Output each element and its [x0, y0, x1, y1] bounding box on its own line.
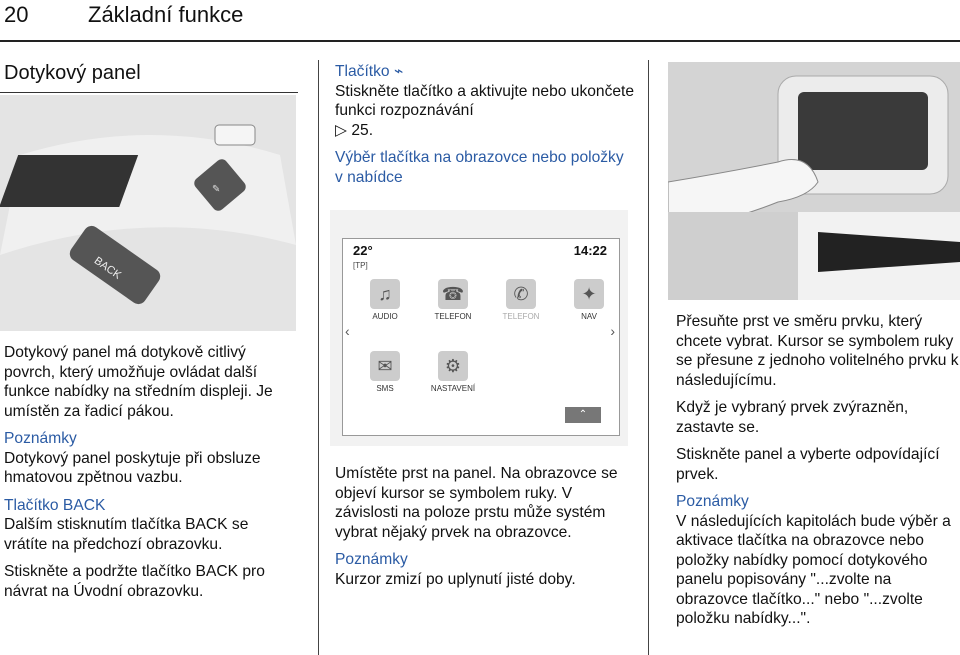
- tp-indicator: [TP]: [353, 261, 368, 270]
- note-text: V následujících kapitolách bude výběr a aktivace tlačítka na obrazovce nebo položky nabídky pomocí dotykového panelu popisovány "...zvolte na obrazovce tlačítko..." nebo "...zvolte položku nabídky...".: [676, 512, 951, 627]
- phone-icon: ☎: [438, 279, 468, 309]
- sms-icon: ✉: [370, 351, 400, 381]
- back-text: Dalším stisknutím tlačítka BACK se vrátíte na předchozí obrazovku.: [4, 516, 249, 553]
- app-nastaveni[interactable]: ⚙ NASTAVENÍ: [427, 351, 479, 393]
- back-hold-text: Stiskněte a podržte tlačítko BACK pro návrat na Úvodní obrazovku.: [4, 563, 265, 600]
- voice-ref: [335, 121, 635, 141]
- page-header-title: Základní funkce: [88, 2, 244, 27]
- compass-icon: ✦: [574, 279, 604, 309]
- music-icon: ♫: [370, 279, 400, 309]
- clock: 14:22: [573, 243, 607, 258]
- display-screenshot: [330, 210, 628, 446]
- app-sms[interactable]: ✉ SMS: [359, 351, 411, 393]
- touchpad-illustration: [0, 95, 296, 331]
- voice-heading-text: Tlačítko: [335, 63, 390, 80]
- svg-text:✎: ✎: [212, 184, 221, 195]
- handset-icon: ✆: [506, 279, 536, 309]
- note-text: Kurzor zmizí po uplynutí jisté doby.: [335, 570, 576, 588]
- press-text: Stiskněte panel a vyberte odpovídající prvek.: [676, 446, 940, 483]
- select-heading: Výběr tlačítka na obrazovce nebo položky v nabídce: [335, 149, 624, 186]
- app-audio[interactable]: ♫ AUDIO: [359, 279, 411, 321]
- back-heading: Tlačítko BACK: [4, 496, 106, 514]
- note-heading: Poznámky: [676, 493, 749, 510]
- note-text: Dotykový panel poskytuje při obsluze hmatovou zpětnou vazbu.: [4, 449, 261, 486]
- finger-photo: [668, 62, 960, 300]
- column-divider: [648, 60, 649, 655]
- gear-icon: ⚙: [438, 351, 468, 381]
- app-telefon[interactable]: ☎ TELEFON: [427, 279, 479, 321]
- column-2-top: [335, 62, 635, 187]
- section-title: Dotykový panel: [4, 62, 141, 84]
- back-button[interactable]: ⌃: [565, 407, 601, 423]
- finger-illustration: [668, 62, 960, 300]
- temperature: 22°: [353, 243, 373, 258]
- app-telefon-disabled[interactable]: ✆ TELEFON: [495, 279, 547, 321]
- touchpad-photo: [0, 95, 296, 331]
- back-label: BACK: [91, 254, 124, 282]
- move-finger-text: Přesuňte prst ve směru prvku, který chcete vybrat. Kursor se symbolem ruky se přesune z jednoho volitelného prvku k následujícímu.: [676, 313, 959, 389]
- voice-text-body: Stiskněte tlačítko a aktivujte nebo ukončete funkci rozpoznávání: [335, 82, 635, 119]
- column-2-bottom: [335, 464, 635, 589]
- page-number: 20: [4, 2, 29, 27]
- column-3: [676, 312, 960, 629]
- column-divider: [318, 60, 319, 655]
- voice-ref-page: 25.: [351, 121, 374, 139]
- chevron-left-icon[interactable]: ‹: [345, 323, 350, 339]
- place-finger-text: Umístěte prst na panel. Na obrazovce se objeví kursor se symbolem ruky. V závislosti na poloze prstu může systém vybrat nějaký prvek na obrazovce.: [335, 465, 618, 541]
- chevron-right-icon[interactable]: ›: [610, 323, 615, 339]
- voice-icon: ⌁: [393, 63, 404, 80]
- home-screen: [342, 238, 620, 436]
- note-heading: Poznámky: [335, 551, 408, 568]
- note-heading: Poznámky: [4, 430, 77, 447]
- header-rule: [0, 40, 960, 42]
- column-1: [4, 343, 296, 601]
- intro-paragraph: Dotykový panel má dotykově citlivý povrch, který umožňuje ovládat další funkce nabídky na středním displeji. Je umístěn za řadicí pákou.: [4, 344, 273, 420]
- voice-text: [335, 82, 635, 121]
- arrow-ref-icon: ▷: [335, 121, 347, 139]
- highlight-text: Když je vybraný prvek zvýrazněn, zastavte se.: [676, 399, 909, 436]
- section-rule: [0, 92, 298, 93]
- voice-heading: [335, 62, 635, 82]
- app-nav[interactable]: ✦ NAV: [563, 279, 615, 321]
